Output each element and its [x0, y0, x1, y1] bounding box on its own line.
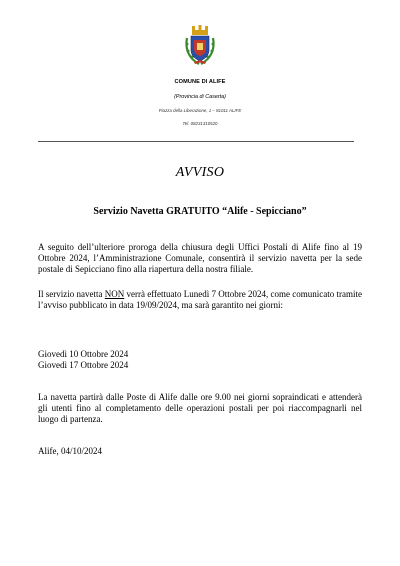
service-date: Giovedì 10 Ottobre 2024 [38, 349, 129, 359]
phone-line: Tel. 08231310520 [182, 121, 218, 126]
municipality-name: COMUNE DI ALIFE [174, 79, 226, 85]
paragraph-no-service-end: verrà effettuato Lunedì 7 Ottobre 2024, come comunicato tramite l’avviso pubblicato in data 19/09/2024, ma sarà garantito nei giorni: [38, 289, 362, 310]
address-line: Piazza della Liberazione, 1 – 81011 ALIFE [158, 108, 242, 113]
notice-title: AVVISO [175, 165, 225, 180]
paragraph-no-service-start: Il servizio navetta [38, 289, 105, 299]
notice-subject: Servizio Navetta GRATUITO “Alife - Sepicciano” [93, 206, 307, 217]
service-date: Giovedì 17 Ottobre 2024 [38, 360, 129, 370]
place-and-date: Alife, 04/10/2024 [38, 446, 102, 456]
paragraph-no-service [38, 289, 362, 311]
paragraph-departure: La navetta partirà dalle Poste di Alife dalle ore 9.00 nei giorni sopraindicati e attenderà gli utenti fino al completamento delle operazioni postali per poi riaccompagnarli nel luogo di partenza. [38, 392, 362, 424]
paragraph-extension: A seguito dell’ulteriore proroga della chiusura degli Uffici Postali di Alife fino al 19 Ottobre 2024, l’Amministrazione Comunale, consentirà il servizio navetta per la sede postale di Sepicciano fino alla riapertura della nostra filiale. [38, 242, 362, 274]
crest-icon [184, 24, 216, 66]
province-label: (Provincia di Caserta) [174, 94, 226, 100]
header-divider [38, 141, 354, 142]
emphasis-non: NON [104, 289, 125, 299]
service-dates-list [38, 349, 128, 371]
